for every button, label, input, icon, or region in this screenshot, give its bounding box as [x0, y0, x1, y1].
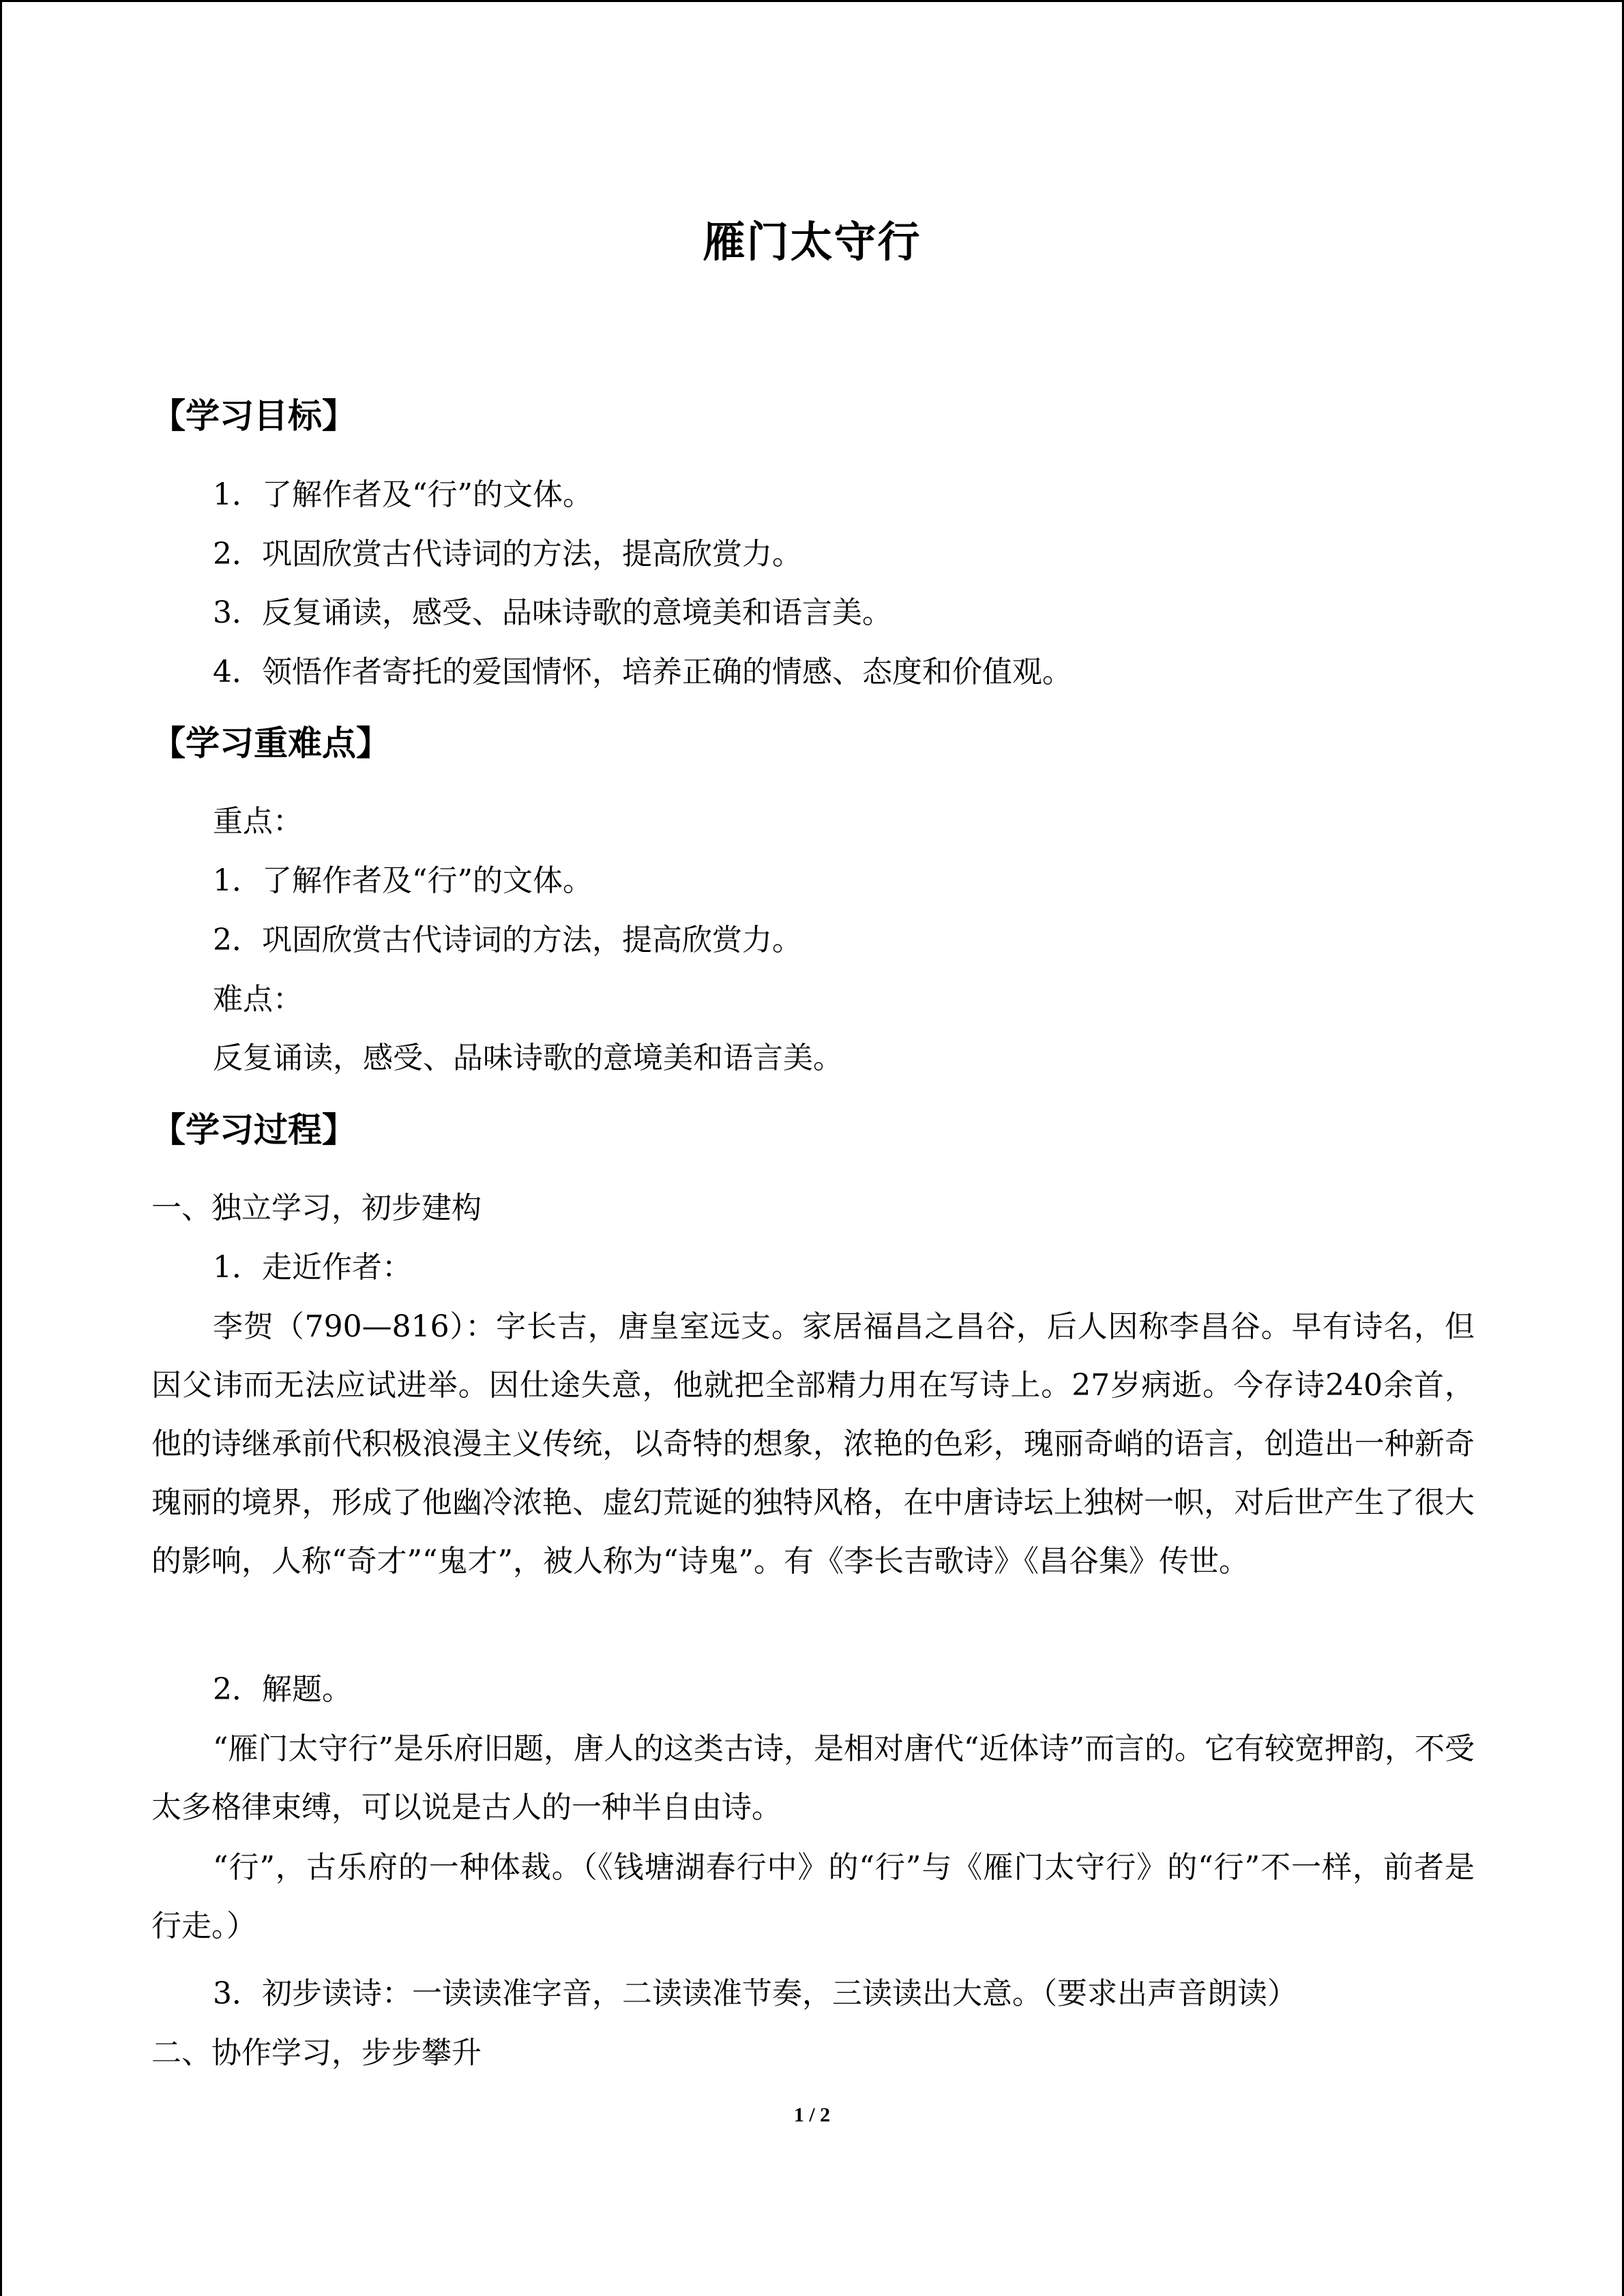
section-heading-process: 【学习过程】 [151, 1110, 356, 1150]
page-number: 1 / 2 [793, 2104, 831, 2126]
part-title: 二、协作学习，步步攀升 [151, 2036, 482, 2070]
goal-item: 1．了解作者及“行”的文体。 [213, 477, 593, 512]
goal-item: 4．领悟作者寄托的爱国情怀，培养正确的情感、态度和价值观。 [213, 655, 1072, 689]
step-label: 2．解题。 [213, 1672, 352, 1707]
title-paragraph: “行”，古乐府的一种体裁。（《钱塘湖春行中》的“行”与《雁门太守行》的“行”不一样，前者是行走。） [151, 1850, 1475, 1943]
title-paragraph: “雁门太守行”是乐府旧题，唐人的这类古诗，是相对唐代“近体诗”而言的。它有较宽押韵，不受太多格律束缚，可以说是古人的一种半自由诗。 [151, 1731, 1475, 1825]
difficulty-label: 难点： [213, 982, 303, 1017]
goal-item: 3．反复诵读，感受、品味诗歌的意境美和语言美。 [213, 595, 892, 630]
author-paragraph: 李贺（790—816）：字长吉，唐皇室远支。家居福昌之昌谷，后人因称李昌谷。早有诗名，但因父讳而无法应试进举。因仕途失意，他就把全部精力用在写诗上。27岁病逝。今存诗240余首，他的诗继承前代积极浪漫主义传统，以奇特的想象，浓艳的色彩，瑰丽奇峭的语言，创造出一种新奇瑰丽的境界，形成了他幽冷浓艳、虚幻荒诞的独特风格，在中唐诗坛上独树一帜，对后世产生了很大的影响，人称“奇才”“鬼才”，被人称为“诗鬼”。有《李长吉歌诗》《昌谷集》传世。 [151, 1309, 1475, 1579]
step-text: 3．初步读诗：一读读准字音，二读读准节奏，三读读出大意。（要求出声音朗读） [213, 1976, 1297, 2011]
goal-item: 2．巩固欣赏古代诗词的方法，提高欣赏力。 [213, 537, 802, 571]
focus-label: 重点： [213, 804, 303, 839]
document-title: 雁门太守行 [703, 217, 921, 267]
focus-item: 2．巩固欣赏古代诗词的方法，提高欣赏力。 [213, 923, 802, 957]
section-heading-key-points: 【学习重难点】 [151, 724, 390, 763]
focus-item: 1．了解作者及“行”的文体。 [213, 863, 593, 898]
section-heading-goals: 【学习目标】 [151, 396, 356, 436]
step-label: 1．走近作者： [213, 1250, 412, 1285]
difficulty-text: 反复诵读，感受、品味诗歌的意境美和语言美。 [213, 1041, 843, 1075]
part-title: 一、独立学习，初步建构 [151, 1191, 482, 1225]
